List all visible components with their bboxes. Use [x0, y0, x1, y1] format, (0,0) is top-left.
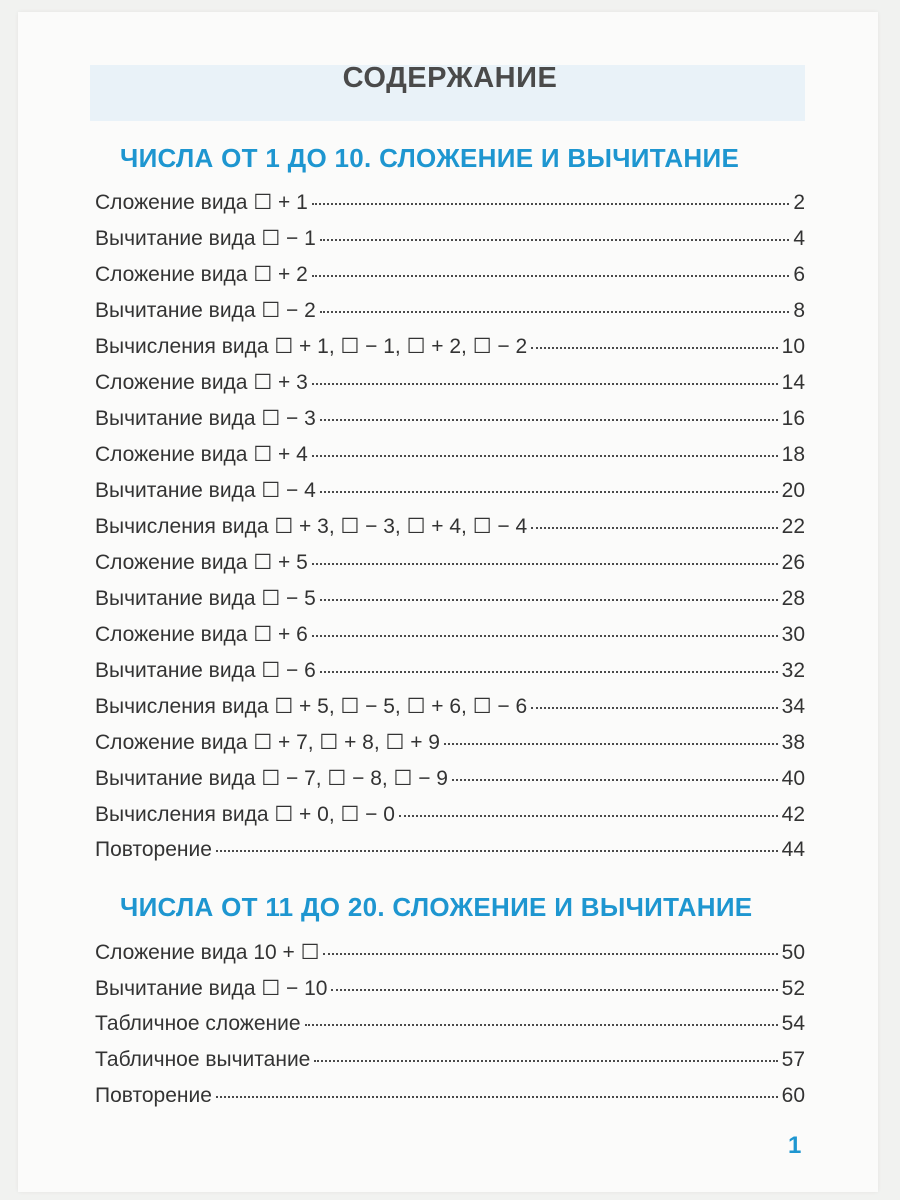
toc-row-leader [314, 1060, 777, 1062]
toc-row-leader [312, 455, 778, 457]
toc-row[interactable] [95, 802, 805, 832]
toc-row[interactable] [95, 550, 805, 580]
toc-row-leader [312, 383, 778, 385]
toc-row-page: 38 [781, 731, 805, 754]
toc-row-page: 16 [781, 407, 805, 430]
toc-row-label: Повторение [95, 838, 212, 861]
toc-row-label: Вычисления вида ☐ + 0, ☐ − 0 [95, 803, 395, 826]
toc-row-leader [320, 671, 778, 673]
toc-row-label: Сложение вида ☐ + 3 [95, 371, 308, 394]
toc-row-label: Сложение вида ☐ + 7, ☐ + 8, ☐ + 9 [95, 731, 440, 754]
toc-row-leader [320, 239, 790, 241]
toc-row[interactable] [95, 226, 805, 256]
toc-row-page: 14 [781, 371, 805, 394]
toc-row-page: 57 [781, 1048, 805, 1071]
toc-row-label: Сложение вида ☐ + 5 [95, 551, 308, 574]
toc-row-label: Табличное сложение [95, 1012, 301, 1035]
toc-row[interactable] [95, 1048, 805, 1078]
toc-row-page: 60 [781, 1084, 805, 1107]
toc-row-page: 50 [781, 941, 805, 964]
toc-row[interactable] [95, 442, 805, 472]
toc-row-page: 28 [781, 587, 805, 610]
toc-row-leader [312, 563, 778, 565]
toc-row-leader [452, 779, 778, 781]
toc-row[interactable] [95, 586, 805, 616]
toc-row[interactable] [95, 334, 805, 364]
toc-row-page: 20 [781, 479, 805, 502]
toc-row[interactable] [95, 478, 805, 508]
toc-row-leader [305, 1024, 778, 1026]
toc-row-leader [320, 491, 778, 493]
toc-row-label: Табличное вычитание [95, 1048, 311, 1071]
toc-row-page: 26 [781, 551, 805, 574]
toc-row[interactable] [95, 298, 805, 328]
toc-row-label: Вычисления вида ☐ + 1, ☐ − 1, ☐ + 2, ☐ − 2 [95, 335, 528, 358]
toc-row[interactable] [95, 622, 805, 652]
toc-row-label: Вычитание вида ☐ − 6 [95, 659, 316, 682]
toc-row-page: 32 [781, 659, 805, 682]
toc-row-page: 54 [781, 1012, 805, 1035]
toc-row-leader [320, 419, 778, 421]
toc-row-page: 52 [781, 977, 805, 1000]
toc-row-label: Вычитание вида ☐ − 3 [95, 407, 316, 430]
toc-row-leader [312, 635, 778, 637]
toc-row-page: 22 [781, 515, 805, 538]
toc-row-page: 40 [781, 767, 805, 790]
toc-row-label: Сложение вида ☐ + 1 [95, 191, 308, 214]
toc-row-page: 10 [781, 335, 805, 358]
toc-row[interactable] [95, 406, 805, 436]
toc-row[interactable] [95, 1012, 805, 1042]
toc-row-page: 6 [793, 263, 805, 286]
toc-row-leader [531, 527, 777, 529]
toc-row[interactable] [95, 838, 805, 868]
toc-row-page: 44 [781, 838, 805, 861]
toc-row-leader [531, 347, 777, 349]
toc-row-label: Вычитание вида ☐ − 7, ☐ − 8, ☐ − 9 [95, 767, 448, 790]
toc-row-leader [312, 203, 790, 205]
toc-row[interactable] [95, 1084, 805, 1114]
section-heading-2: ЧИСЛА ОТ 11 ДО 20. СЛОЖЕНИЕ И ВЫЧИТАНИЕ [120, 892, 753, 922]
toc-row-page: 18 [781, 443, 805, 466]
toc-row-label: Сложение вида 10 + ☐ [95, 941, 320, 964]
toc-row-leader [323, 953, 777, 955]
toc-row-label: Вычитание вида ☐ − 4 [95, 479, 316, 502]
toc-row-label: Вычисления вида ☐ + 5, ☐ − 5, ☐ + 6, ☐ − 6 [95, 695, 528, 718]
toc-row-page: 4 [793, 227, 805, 250]
toc-row-label: Сложение вида ☐ + 6 [95, 623, 308, 646]
toc-row[interactable] [95, 370, 805, 400]
toc-row[interactable] [95, 262, 805, 292]
toc-row-page: 8 [793, 299, 805, 322]
toc-row-leader [216, 850, 778, 852]
toc-row-leader [331, 989, 777, 991]
toc-row-label: Вычисления вида ☐ + 3, ☐ − 3, ☐ + 4, ☐ − 4 [95, 515, 528, 538]
toc-row[interactable] [95, 190, 805, 220]
toc-row-leader [320, 599, 778, 601]
toc-row-label: Вычитание вида ☐ − 5 [95, 587, 316, 610]
toc-row-leader [444, 743, 778, 745]
toc-row[interactable] [95, 514, 805, 544]
section-heading-1: ЧИСЛА ОТ 1 ДО 10. СЛОЖЕНИЕ И ВЫЧИТАНИЕ [120, 143, 740, 173]
toc-row-label: Вычитание вида ☐ − 1 [95, 227, 316, 250]
toc-row-leader [216, 1096, 778, 1098]
toc-row[interactable] [95, 940, 805, 970]
toc-row-leader [320, 311, 790, 313]
toc-row[interactable] [95, 766, 805, 796]
toc-row-page: 30 [781, 623, 805, 646]
toc-row-page: 42 [781, 803, 805, 826]
page-title: СОДЕРЖАНИЕ [342, 62, 558, 94]
toc-row-leader [312, 275, 790, 277]
toc-row[interactable] [95, 694, 805, 724]
toc-row[interactable] [95, 730, 805, 760]
toc-row-page: 2 [793, 191, 805, 214]
toc-row-label: Сложение вида ☐ + 4 [95, 443, 308, 466]
page-number: 1 [788, 1132, 802, 1159]
toc-row-label: Сложение вида ☐ + 2 [95, 263, 308, 286]
toc-row-label: Вычитание вида ☐ − 10 [95, 977, 328, 1000]
toc-row-page: 34 [781, 695, 805, 718]
toc-row-label: Повторение [95, 1084, 212, 1107]
toc-row-label: Вычитание вида ☐ − 2 [95, 299, 316, 322]
toc-row[interactable] [95, 658, 805, 688]
toc-row[interactable] [95, 976, 805, 1006]
toc-row-leader [531, 707, 777, 709]
toc-row-leader [399, 815, 778, 817]
